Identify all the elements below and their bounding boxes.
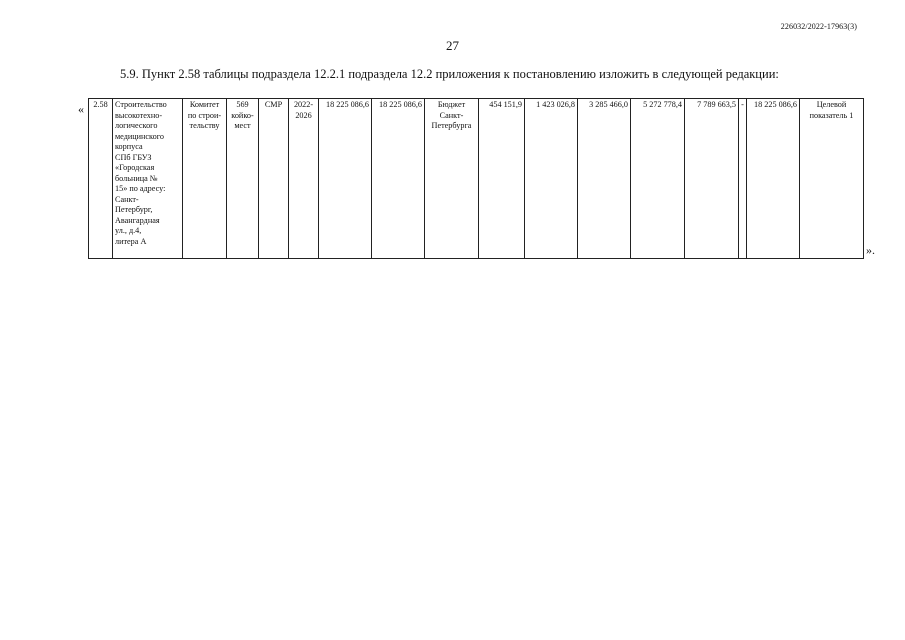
cell-year-2024: 3 285 466,0 [578, 99, 631, 259]
program-table [88, 98, 864, 259]
document-registration-number: 226032/2022-17963(3) [780, 22, 857, 31]
cell-period: 2022- 2026 [289, 99, 319, 259]
cell-work-type: СМР [259, 99, 289, 259]
opening-quote: « [78, 102, 84, 116]
cell-total: 18 225 086,6 [747, 99, 800, 259]
cell-item-number: 2.58 [89, 99, 113, 259]
cell-year-2023: 1 423 026,8 [525, 99, 578, 259]
cell-year-2022: 454 151,9 [479, 99, 525, 259]
cell-year-2026: 7 789 663,5 [685, 99, 739, 259]
cell-year-2025: 5 272 778,4 [631, 99, 685, 259]
cell-total-cost: 18 225 086,6 [319, 99, 372, 259]
cell-total-funding: 18 225 086,6 [372, 99, 425, 259]
cell-customer: Комитет по строи- тельству [183, 99, 227, 259]
amendment-instruction: 5.9. Пункт 2.58 таблицы подраздела 12.2.1 подраздела 12.2 приложения к постановлению изложить в следующей редакции: [120, 67, 779, 81]
cell-funding-source: Бюджет Санкт- Петербурга [425, 99, 479, 259]
table-row [89, 99, 864, 259]
cell-dash: - [739, 99, 747, 259]
closing-quote: ». [866, 243, 875, 257]
page-number: 27 [446, 38, 459, 53]
cell-target-indicator: Целевой показатель 1 [800, 99, 864, 259]
cell-object-name: Строительство высокотехно- логического медицинского корпуса СПб ГБУЗ «Городская больница № 15» по адресу: Санкт- Петербург, Авангардная ул., д.4, литера А [113, 99, 183, 259]
cell-capacity: 569 койко- мест [227, 99, 259, 259]
